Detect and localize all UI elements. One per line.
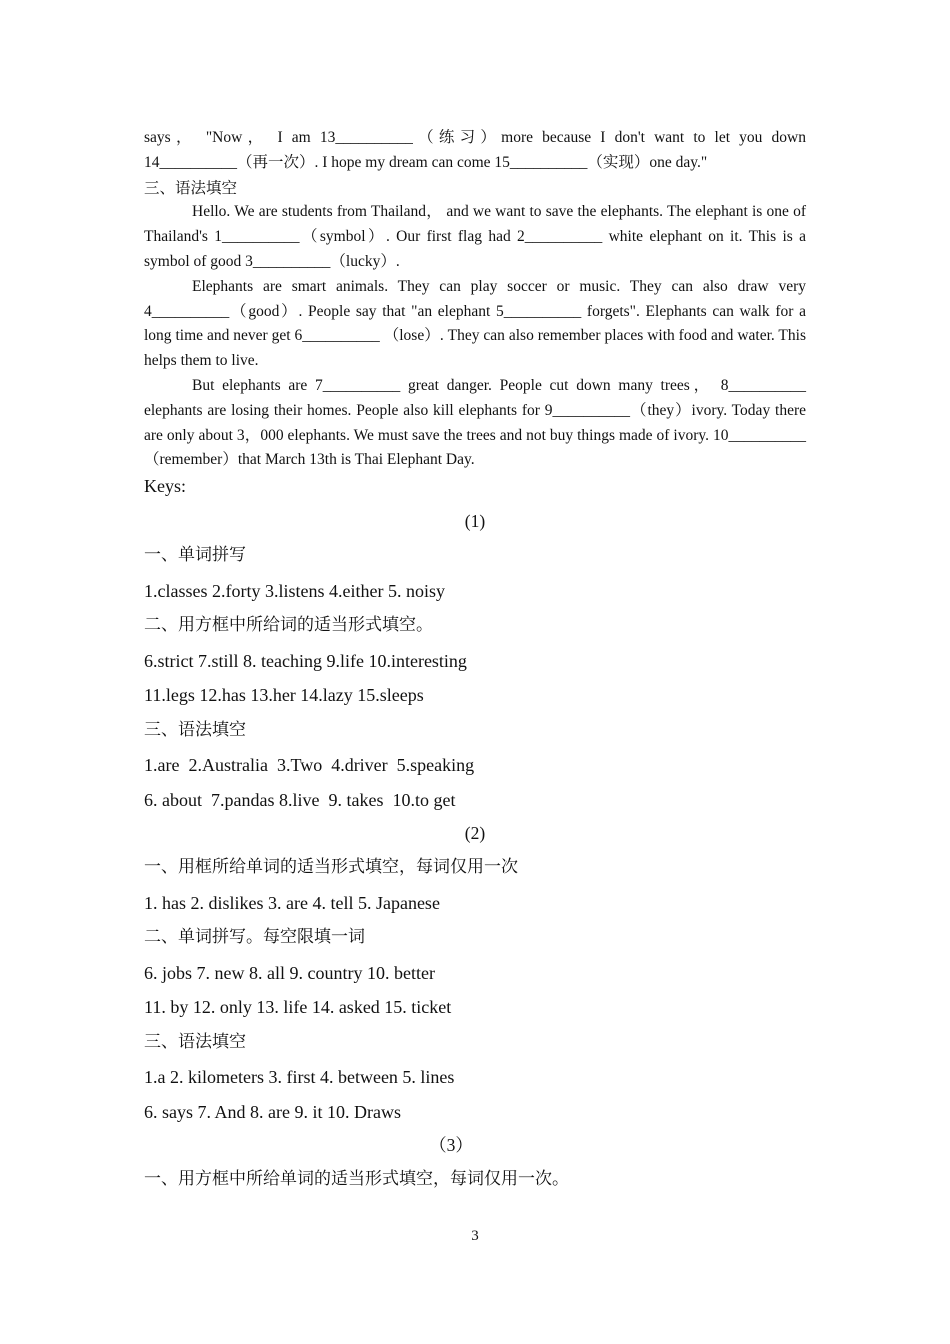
- keys-part-1-heading-2: 二、用方框中所给词的适当形式填空。: [144, 615, 433, 636]
- keys-part-1-heading-1: 一、单词拼写: [144, 545, 246, 566]
- passage-paragraph-2: Elephants are smart animals. They can play soccer or music. They can also draw very 4__________（good）. People say that "an elephant 5__________ forgets". Elephants can walk for a long time and never get 6__________ （lose）. They can also remember places with food and water. This helps them to live.: [144, 277, 806, 370]
- keys-part-3-title: （3）: [429, 1135, 473, 1156]
- keys-part-1-title: (1): [464, 511, 486, 532]
- keys-part-1-answers-4: 1.are 2.Australia 3.Two 4.driver 5.speaking: [144, 755, 475, 776]
- passage-line-2: 14__________（再一次）. I hope my dream can come 15__________（实现）one day.": [144, 153, 708, 171]
- passage-paragraph-3: But elephants are 7__________ great danger. People cut down many trees， 8__________ elephants are losing their homes. People also kill elephants for 9__________（they）ivory. Today there are only about 3，000 elephants. We must save the trees and not buy things made of ivory. 10__________（remember）that March 13th is Thai Elephant Day.: [144, 376, 806, 469]
- keys-part-2-heading-2: 二、单词拼写。每空限填一词: [144, 927, 365, 948]
- keys-part-2-answers-2: 6. jobs 7. new 8. all 9. country 10. better: [144, 962, 435, 983]
- keys-part-1-answers-2: 6.strict 7.still 8. teaching 9.life 10.interesting: [144, 650, 467, 671]
- keys-part-1-answers-5: 6. about 7.pandas 8.live 9. takes 10.to get: [144, 789, 456, 810]
- keys-part-2-answers-3: 11. by 12. only 13. life 14. asked 15. ticket: [144, 997, 452, 1018]
- keys-label: Keys:: [144, 476, 186, 497]
- keys-part-2-title: (2): [464, 823, 486, 844]
- keys-part-2-heading-3: 三、语法填空: [144, 1031, 246, 1052]
- page-number: 3: [471, 1228, 479, 1244]
- keys-part-3-heading-1: 一、用方框中所给单词的适当形式填空，每词仅用一次。: [144, 1169, 569, 1190]
- keys-part-2-answers-1: 1. has 2. dislikes 3. are 4. tell 5. Japanese: [144, 892, 440, 913]
- keys-part-1-heading-3: 三、语法填空: [144, 719, 246, 740]
- keys-part-2-answers-5: 6. says 7. And 8. are 9. it 10. Draws: [144, 1101, 401, 1122]
- keys-part-2-heading-1: 一、用框所给单词的适当形式填空，每词仅用一次: [144, 857, 518, 878]
- document-page: [144, 126, 806, 1198]
- keys-part-1-answers-3: 11.legs 12.has 13.her 14.lazy 15.sleeps: [144, 685, 424, 706]
- passage-paragraph-1: Hello. We are students from Thailand， and we want to save the elephants. The elephant is one of Thailand's 1__________（symbol）. Our first flag had 2__________ white elephant on it. This is a symbol of good 3__________（lucky）.: [144, 203, 806, 270]
- section-heading-grammar: 三、语法填空: [144, 178, 238, 197]
- passage-line-1: says， "Now， I am 13__________（练习）more because I don't want to let you down: [144, 129, 806, 146]
- keys-part-2-answers-4: 1.a 2. kilometers 3. first 4. between 5. lines: [144, 1067, 455, 1088]
- keys-part-1-answers-1: 1.classes 2.forty 3.listens 4.either 5. noisy: [144, 580, 445, 601]
